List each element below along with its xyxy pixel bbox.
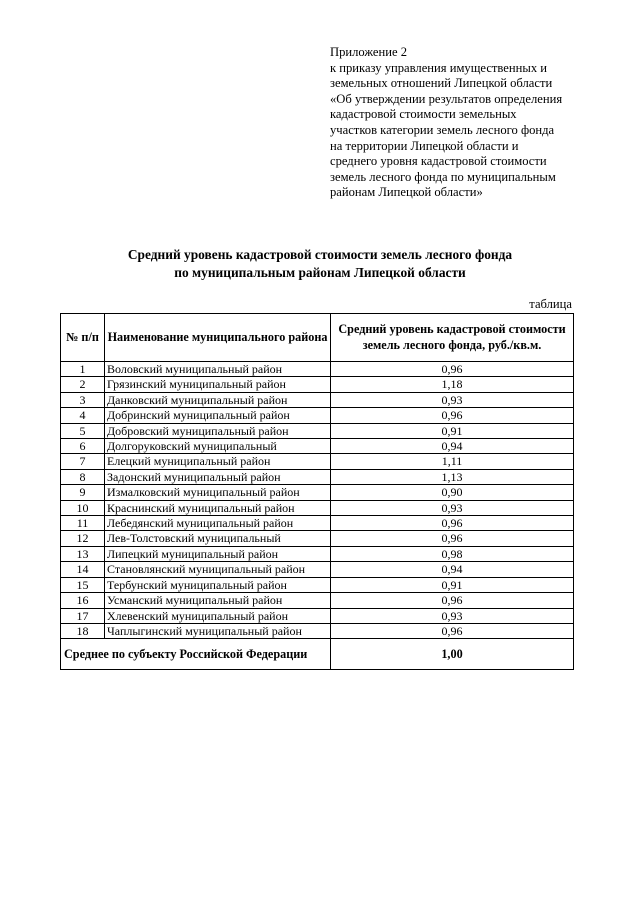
district-name: Усманский муниципальный район [105,593,331,608]
district-name: Измалковский муниципальный район [105,485,331,500]
appendix-line: Приложение 2 [330,45,408,59]
cadastral-value: 0,93 [331,500,574,515]
row-number: 6 [61,439,105,454]
table-row [61,485,574,500]
appendix-line: на территории Липецкой области и [330,138,519,153]
total-row [61,639,574,670]
cadastral-value: 0,94 [331,562,574,577]
district-name: Воловский муниципальный район [105,362,331,377]
table-row [61,516,574,531]
table-row [61,608,574,623]
appendix-line: среднего уровня кадастровой стоимости [330,154,547,169]
appendix-line: «Об утверждении результатов определения [330,91,563,106]
cadastral-value: 1,18 [331,377,574,392]
appendix-line: земельных отношений Липецкой области [330,76,553,91]
cadastral-value: 0,96 [331,593,574,608]
document-title [0,246,640,281]
district-name: Краснинский муниципальный район [105,500,331,515]
table-row [61,469,574,484]
title-line-2: по муниципальным районам Липецкой области [174,264,466,280]
appendix-block [330,45,630,201]
appendix-line: кадастровой стоимости земельных [330,107,517,122]
cadastral-value: 1,13 [331,469,574,484]
table-row [61,439,574,454]
district-name: Тербунский муниципальный район [105,577,331,592]
title-line-1: Средний уровень кадастровой стоимости земель лесного фонда [127,247,513,262]
appendix-line: районам Липецкой области» [330,185,483,200]
row-number: 8 [61,469,105,484]
row-number: 3 [61,392,105,407]
cadastral-value: 0,96 [331,362,574,377]
district-name: Грязинский муниципальный район [105,377,331,392]
total-value: 1,00 [331,639,574,670]
row-number: 2 [61,377,105,392]
table-row [61,392,574,407]
district-name: Долгоруковский муниципальный [105,439,331,454]
cadastral-value: 1,11 [331,454,574,469]
row-number: 18 [61,623,105,638]
row-number: 4 [61,408,105,423]
header-name: Наименование муниципального района [105,314,331,362]
cadastral-value: 0,96 [331,408,574,423]
district-name: Елецкий муниципальный район [105,454,331,469]
district-name: Лев-Толстовский муниципальный [105,531,331,546]
table-row [61,454,574,469]
row-number: 11 [61,516,105,531]
district-name: Задонский муниципальный район [105,469,331,484]
table-row [61,623,574,638]
header-value: Средний уровень кадастровой стоимости земель лесного фонда, руб./кв.м. [331,314,574,362]
cadastral-value: 0,93 [331,392,574,407]
row-number: 14 [61,562,105,577]
total-label: Среднее по субъекту Российской Федерации [61,639,331,670]
district-name: Лебедянский муниципальный район [105,516,331,531]
row-number: 15 [61,577,105,592]
row-number: 13 [61,546,105,561]
table-row [61,593,574,608]
row-number: 9 [61,485,105,500]
table-row [61,546,574,561]
cadastral-value: 0,91 [331,577,574,592]
table-label: таблица [529,297,572,311]
district-name: Добринский муниципальный район [105,408,331,423]
cadastral-value: 0,94 [331,439,574,454]
table-row [61,500,574,515]
cadastral-value: 0,90 [331,485,574,500]
header-num: № п/п [61,314,105,362]
table-row [61,577,574,592]
row-number: 5 [61,423,105,438]
row-number: 1 [61,362,105,377]
table-body [61,362,574,639]
cadastral-value: 0,93 [331,608,574,623]
row-number: 12 [61,531,105,546]
cadastral-value: 0,96 [331,531,574,546]
table-row [61,531,574,546]
table-row [61,562,574,577]
table-row [61,362,574,377]
cadastral-value-table [60,313,574,670]
table-row [61,408,574,423]
table-header-row [61,314,574,362]
district-name: Становлянский муниципальный район [105,562,331,577]
district-name: Добровский муниципальный район [105,423,331,438]
row-number: 10 [61,500,105,515]
cadastral-value: 0,96 [331,623,574,638]
cadastral-value: 0,96 [331,516,574,531]
appendix-line: участков категории земель лесного фонда [330,122,555,137]
row-number: 16 [61,593,105,608]
row-number: 17 [61,608,105,623]
cadastral-value: 0,98 [331,546,574,561]
district-name: Данковский муниципальный район [105,392,331,407]
district-name: Чаплыгинский муниципальный район [105,623,331,638]
district-name: Липецкий муниципальный район [105,546,331,561]
appendix-line: к приказу управления имущественных и [330,60,548,75]
table-row [61,423,574,438]
district-name: Хлевенский муниципальный район [105,608,331,623]
appendix-line: земель лесного фонда по муниципальным [330,169,556,184]
cadastral-value: 0,91 [331,423,574,438]
table-row [61,377,574,392]
row-number: 7 [61,454,105,469]
